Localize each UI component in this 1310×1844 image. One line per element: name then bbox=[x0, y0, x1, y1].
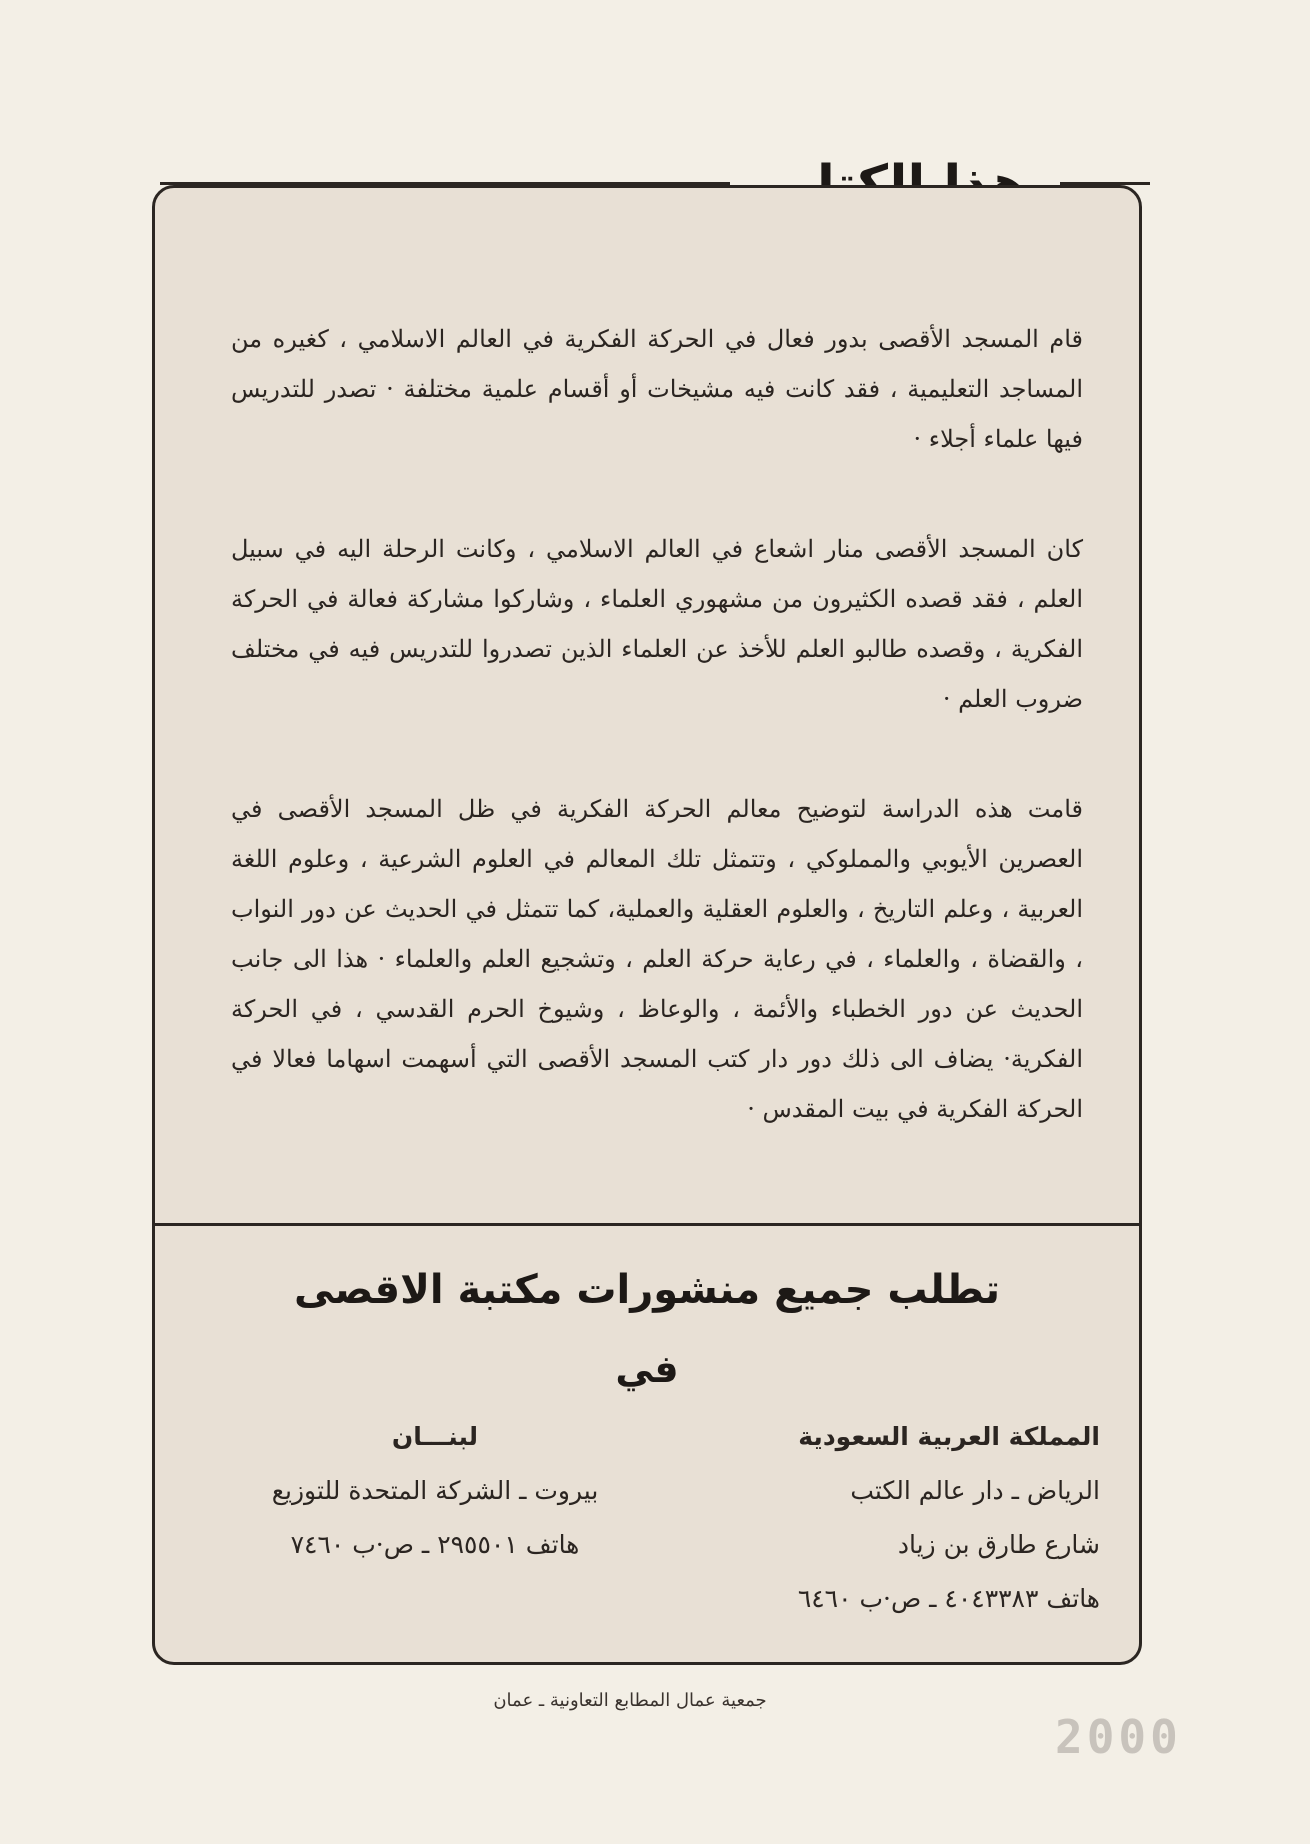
saudi-line-2: شارع طارق بن زياد bbox=[897, 1530, 1100, 1559]
saudi-title: المملكة العربية السعودية bbox=[798, 1422, 1100, 1451]
lebanon-title: لبنـــان bbox=[391, 1422, 479, 1451]
lebanon-line-1: بيروت ـ الشركة المتحدة للتوزيع bbox=[271, 1476, 599, 1505]
paragraph-2: كان المسجد الأقصى منار اشعاع في العالم الاسلامي ، وكانت الرحلة اليه في سبيل العلم ، فقد قصده الكثيرون من مشهوري العلماء ، وشاركوا مشاركة فعالة في الحركة الفكرية ، وقصده طالبو العلم للأخذ عن العلماء الذين تصدروا للتدريس فيه في مختلف ضروب العلم · bbox=[231, 535, 1083, 713]
stamp-number: 2000 bbox=[1055, 1710, 1182, 1764]
paragraph-3: قامت هذه الدراسة لتوضيح معالم الحركة الفكرية في ظل المسجد الأقصى في العصرين الأيوبي والمملوكي ، وتتمثل تلك المعالم في العلوم الشرعية ، وعلوم اللغة العربية ، وعلم التاريخ ، والعلوم العقلية والعملية، كما تتمثل في الحديث عن دور النواب ، والقضاة ، والعلماء ، في رعاية حركة العلم ، وتشجيع العلم والعلماء · هذا الى جانب الحديث عن دور الخطباء والأئمة ، والوعاظ ، وشيوخ الحرم القدسي ، في الحركة الفكرية· يضاف الى ذلك دور دار كتب المسجد الأقصى التي أسهمت اسهاما فعالا في الحركة الفكرية في بيت المقدس · bbox=[231, 795, 1083, 1123]
paragraph-1: قام المسجد الأقصى بدور فعال في الحركة الفكرية في العالم الاسلامي ، كغيره من المساجد التعليمية ، فقد كانت فيه مشيخات أو أقسام علمية مختلفة · تصدر للتدريس فيها علماء أجلاء · bbox=[231, 325, 1083, 453]
saudi-line-1: الرياض ـ دار عالم الكتب bbox=[850, 1476, 1100, 1505]
description-panel bbox=[152, 185, 1142, 1665]
saudi-distributor bbox=[680, 1410, 1100, 1626]
publisher-in-word: في bbox=[615, 1347, 679, 1391]
lebanon-line-2: هاتف ٢٩٥٥٠١ ـ ص·ب ٧٤٦٠ bbox=[290, 1530, 580, 1559]
saudi-line-3: هاتف ٤٠٤٣٣٨٣ ـ ص·ب ٦٤٦٠ bbox=[797, 1584, 1100, 1613]
printer-credit: جمعية عمال المطابع التعاونية ـ عمان bbox=[493, 1690, 767, 1711]
panel-divider bbox=[155, 1223, 1139, 1226]
publisher-heading: تطلب جميع منشورات مكتبة الاقصى bbox=[294, 1267, 1000, 1313]
lebanon-distributor bbox=[225, 1410, 645, 1572]
